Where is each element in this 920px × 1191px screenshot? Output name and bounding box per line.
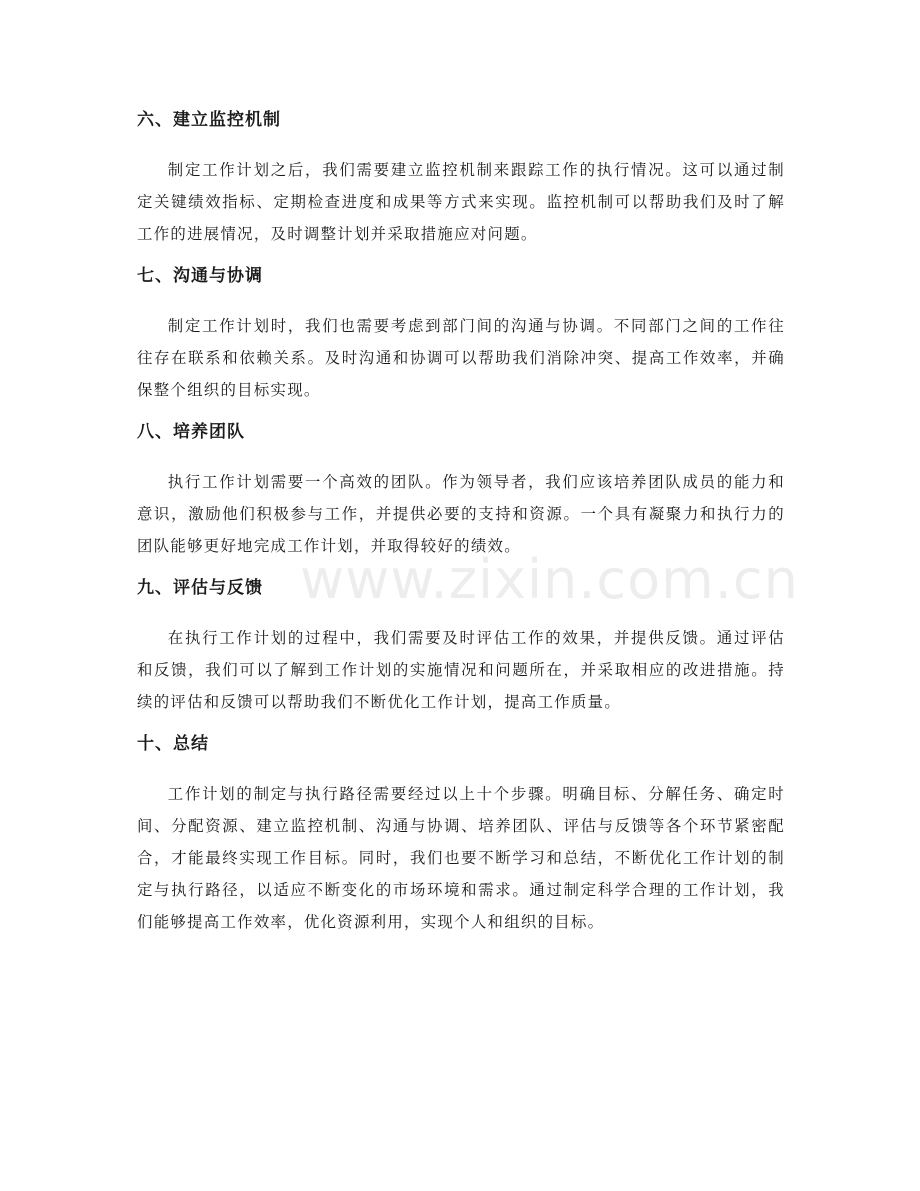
section-paragraph: 制定工作计划之后，我们需要建立监控机制来跟踪工作的执行情况。这可以通过制定关键绩效指标、定期检查进度和成果等方式来实现。监控机制可以帮助我们及时了解工作的进展情况，及时调整计划并采取措施应对问题。 bbox=[137, 161, 785, 243]
section-heading: 七、沟通与协调 bbox=[137, 266, 263, 286]
document-content bbox=[137, 102, 785, 946]
section-paragraph: 执行工作计划需要一个高效的团队。作为领导者，我们应该培养团队成员的能力和意识，激励他们积极参与工作，并提供必要的支持和资源。一个具有凝聚力和执行力的团队能够更好地完成工作计划，并取得较好的绩效。 bbox=[137, 473, 785, 555]
section-paragraph: 工作计划的制定与执行路径需要经过以上十个步骤。明确目标、分解任务、确定时间、分配资源、建立监控机制、沟通与协调、培养团队、评估与反馈等各个环节紧密配合，才能最终实现工作目标。同时，我们也要不断学习和总结，不断优化工作计划的制定与执行路径，以适应不断变化的市场环境和需求。通过制定科学合理的工作计划，我们能够提高工作效率，优化资源利用，实现个人和组织的目标。 bbox=[137, 785, 785, 931]
section-heading: 六、建立监控机制 bbox=[137, 110, 281, 130]
section-team bbox=[137, 414, 785, 562]
section-communication bbox=[137, 258, 785, 406]
section-evaluation bbox=[137, 570, 785, 718]
section-monitoring bbox=[137, 102, 785, 250]
section-paragraph: 制定工作计划时，我们也需要考虑到部门间的沟通与协调。不同部门之间的工作往往存在联系和依赖关系。及时沟通和协调可以帮助我们消除冲突、提高工作效率，并确保整个组织的目标实现。 bbox=[137, 317, 785, 399]
watermark: www.zixin.com.cn bbox=[300, 548, 799, 611]
section-heading: 十、总结 bbox=[137, 734, 209, 754]
section-paragraph: 在执行工作计划的过程中，我们需要及时评估工作的效果，并提供反馈。通过评估和反馈，我们可以了解到工作计划的实施情况和问题所在，并采取相应的改进措施。持续的评估和反馈可以帮助我们不断优化工作计划，提高工作质量。 bbox=[137, 629, 785, 711]
section-heading: 九、评估与反馈 bbox=[137, 578, 263, 598]
section-heading: 八、培养团队 bbox=[137, 422, 245, 442]
section-summary bbox=[137, 726, 785, 938]
